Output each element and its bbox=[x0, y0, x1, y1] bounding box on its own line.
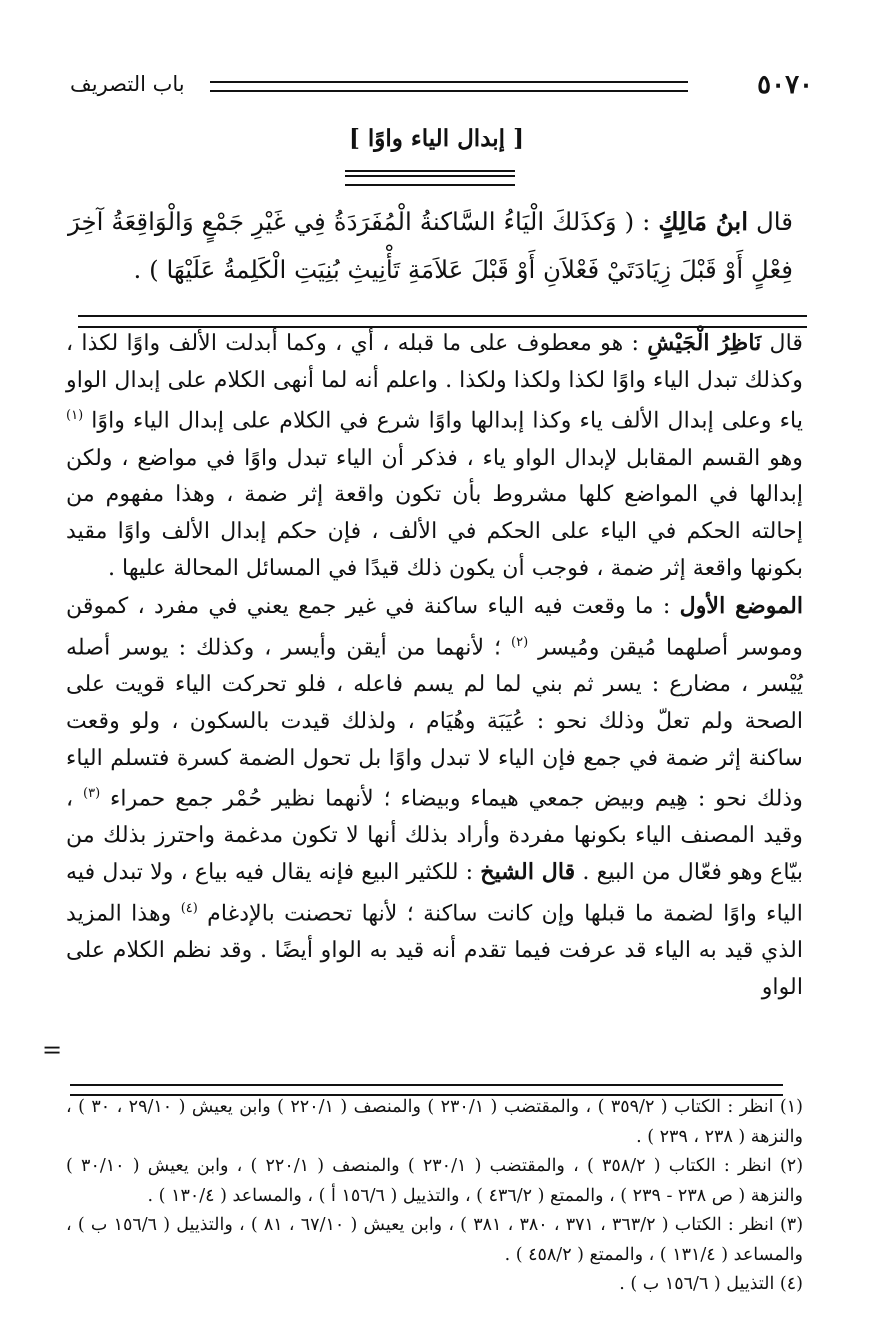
footnote-ref-2: (٢) bbox=[511, 635, 529, 651]
quote-text: : ( وَكذَلكَ الْيَاءُ السَّاكنةُ الْمُفَرَدَةُ فِي غَيْرِ جَمْعٍ وَالْوَاقِعَةُ آخِرَ فِعْلٍ أَوْ قَبْلَ زِيَادَتَيْ فَعْلاَنِ أَوْ قَبْلَ عَلاَمَةِ تَأْنِيثِ بُنِيَتِ الْكَلِمةُ عَلَيْهَا ) . bbox=[68, 207, 793, 284]
sheikh-label: قال الشيخ bbox=[480, 859, 576, 886]
commentary-paragraph-1: قال نَاظِرُ الْجَيْشِ : هو معطوف على ما قبله ، أي ، وكما أبدلت الألف واوًا لكذا ، وكذلك تبدل الياء واوًا لكذا ولكذا ولكذا . واعلم أنه لما أنهى الكلام على إبدال الواو ياء وعلى إبدال الألف ياء وكذا إبدالها واوًا شرع في الكلام على إبدال الياء واوًا $^{(١)}$ وهو القسم المقابل لإبدال الواو ياء ، فذكر أن الياء تبدل واوًا في مواضع ، ولكن إبدالها في المواضع كلها مشروط بأن تكون واقعة إثر ضمة ، وهذا مفهوم من إحالته الحكم في الياء على الحكم في الألف ، فإن حكم إبدال الألف واوًا مقيد بكونها واقعة إثر ضمة ، فوجب أن يكون ذلك قيدًا في المسائل المحالة عليها . bbox=[66, 330, 804, 581]
quote-speaker: قال bbox=[756, 207, 793, 236]
footnotes bbox=[66, 1093, 803, 1300]
commentary-author: نَاظِرُ الْجَيْشِ bbox=[647, 330, 762, 356]
commentary-paragraph-2: الموضع الأول : ما وقعت فيه الياء ساكنة في غير جمع يعني في مفرد ، كموقن وموسر أصلهما مُيقن ومُيسر $^{(٢)}$ ؛ لأنهما من أيقن وأيسر ، وكذلك : يوسر أصله يُيْسر ، مضارع : يسر ثم بني لما لم يسم فاعله ، فلو تحركت الياء قويت على الصحة ولم تعلّ وذلك نحو : عُيَبَة وهُيَام ، ولذلك قيدت بالسكون ، ولو وقعت ساكنة إثر ضمة في جمع فإن الياء لا تبدل واوًا بل تحول الضمة كسرة فتسلم الياء وذلك نحو : هِيم وبيض جمعي هيماء وبيضاء ؛ لأنهما نظير حُمْر جمع حمراء $^{(٣)}$ ، وقيد المصنف الياء بكونها مفردة وأراد بذلك أنها لا تكون مدغمة واحترز بذلك من بيّاع وهو فعّال من البيع . قال الشيخ : للكثير البيع فإنه يقال فيه بياع ، ولا تبدل فيه الياء واوًا لضمة ما قبلها وإن كانت ساكنة ؛ لأنها تحصنت بالإدغام $^{(٤)}$ وهذا المزيد الذي قيد به الياء قد عرفت فيما تقدم أنه قيد به الواو أيضًا . وقد نظم الكلام على الواو bbox=[66, 593, 803, 1000]
first-position-label: الموضع الأول bbox=[679, 593, 803, 620]
footnote-1: (١) انظر : الكتاب ( ٣٥٩/٢ ) ، والمقتضب ( ٢٣٠/١ ) والمنصف ( ٢٢٠/١ ) وابن يعيش ( ٢٩/١٠ ، ٣٠ ) ، والنزهة ( ٢٣٨ ، ٢٣٩ ) . bbox=[66, 1097, 803, 1147]
section-heading: [ إبدال الياء واوًا ] bbox=[349, 125, 524, 152]
commentary bbox=[66, 325, 803, 1007]
chapter-title: باب التصريف bbox=[70, 72, 185, 96]
commentary-speaker: قال bbox=[769, 330, 804, 356]
footnote-4: (٤) التذييل ( ١٥٦/٦ ب ) . bbox=[619, 1274, 803, 1294]
footnote-ref-3: (٣) bbox=[83, 786, 101, 802]
heading-rule bbox=[345, 170, 515, 186]
ibn-malik-quote bbox=[68, 198, 793, 294]
page-number: ٥٠٧٠ bbox=[757, 70, 813, 100]
footnote-ref-1: (١) bbox=[66, 408, 84, 424]
quote-author: ابنُ مَالِكٍ bbox=[658, 207, 749, 236]
header-rule bbox=[210, 81, 688, 92]
footnote-3: (٣) انظر : الكتاب ( ٣٦٣/٢ ، ٣٧١ ، ٣٨٠ ، ٣٨١ ) ، وابن يعيش ( ٦٧/١٠ ، ٨١ ) ، والتذييل ( ١٥٦/٦ ب ) ، والمساعد ( ١٣١/٤ ) ، والممتع ( ٤٥٨/٢ ) . bbox=[66, 1215, 804, 1265]
continuation-mark: = bbox=[42, 1036, 63, 1064]
footnote-2: (٢) انظر : الكتاب ( ٣٥٨/٢ ) ، والمقتضب ( ٢٣٠/١ ) والمنصف ( ٢٢٠/١ ) ، وابن يعيش ( ٣٠/١٠ ) والنزهة ( ص ٢٣٨ - ٢٣٩ ) ، والممتع ( ٤٣٦/٢ ) ، والتذييل ( ١٥٦/٦ أ ) ، والمساعد ( ١٣٠/٤ ) . bbox=[66, 1156, 804, 1206]
footnote-ref-4: (٤) bbox=[180, 900, 198, 916]
running-header bbox=[70, 70, 813, 104]
